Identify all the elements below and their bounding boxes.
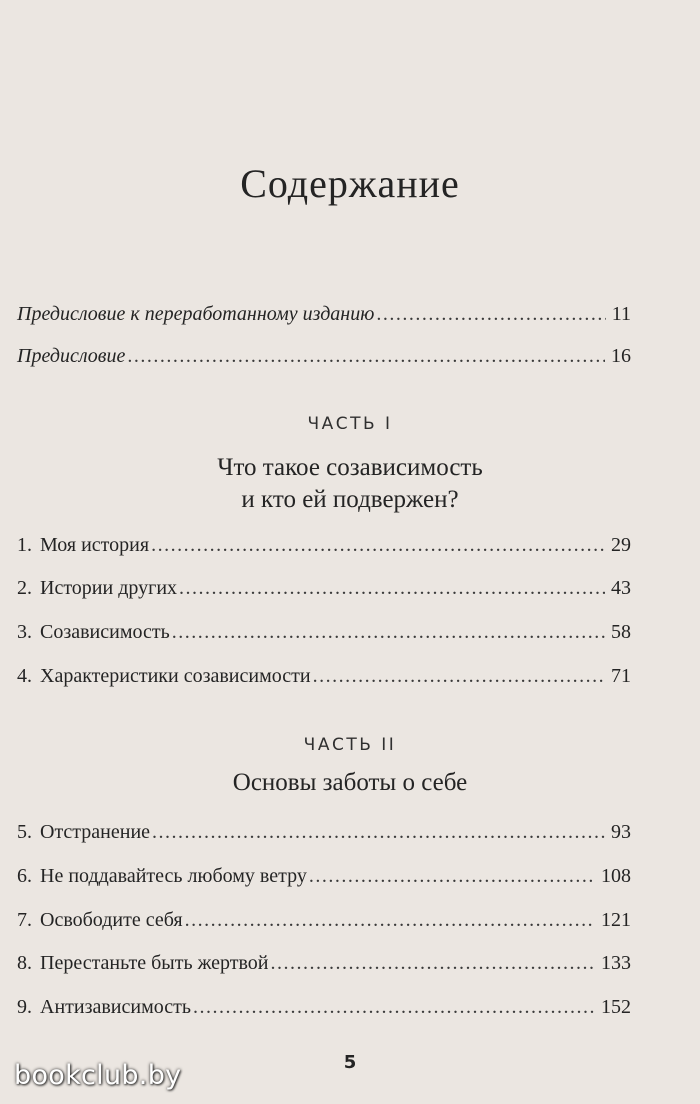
dot-leader (151, 533, 605, 557)
toc-page-number: 108 (601, 865, 631, 887)
toc-page-number: 29 (611, 534, 631, 556)
chapter-title: Моя история (40, 534, 150, 556)
toc-entry-label: Предисловие (17, 345, 126, 367)
chapter-title: Перестаньте быть жертвой (40, 952, 269, 974)
page-number: 5 (343, 1052, 357, 1073)
chapter-title: Не поддавайтесь любому ветру (40, 865, 307, 887)
dot-leader (193, 995, 595, 1019)
chapter-number: 7. (17, 909, 32, 931)
chapter-number: 8. (17, 952, 32, 974)
toc-entry-chapter (17, 620, 631, 644)
chapter-number: 4. (17, 665, 32, 687)
page-title: Содержание (240, 161, 460, 206)
toc-entry-chapter (17, 533, 631, 557)
toc-page-number: 133 (601, 952, 631, 974)
watermark-logo: bookclub.by (14, 1060, 182, 1091)
toc-entry-chapter (17, 864, 631, 888)
toc-entry-label: Предисловие к переработанному изданию (17, 303, 375, 325)
part-title (0, 452, 700, 516)
toc-entry-preface (17, 344, 631, 368)
toc-page-number: 58 (611, 621, 631, 643)
part-title-line: и кто ей подвержен? (241, 486, 459, 513)
toc-page-number: 152 (601, 996, 631, 1018)
toc-entry-chapter (17, 576, 631, 600)
dot-leader (127, 344, 605, 368)
toc-entry-chapter (17, 908, 631, 932)
dot-leader (185, 908, 595, 932)
chapter-title: Созависимость (40, 621, 170, 643)
dot-leader (271, 951, 595, 975)
toc-entry-chapter (17, 820, 631, 844)
part-label: ЧАСТЬ I (307, 414, 393, 434)
chapter-title: Освободите себя (40, 909, 183, 931)
toc-entry-preface-revised (17, 302, 631, 326)
dot-leader (309, 864, 595, 888)
chapter-number: 6. (17, 865, 32, 887)
toc-page-number: 16 (611, 345, 631, 367)
chapter-number: 3. (17, 621, 32, 643)
chapter-number: 5. (17, 821, 32, 843)
toc-page-number: 121 (601, 909, 631, 931)
chapter-number: 2. (17, 577, 32, 599)
chapter-title: Антизависимость (40, 996, 191, 1018)
chapter-number: 9. (17, 996, 32, 1018)
part-label: ЧАСТЬ II (303, 735, 397, 755)
dot-leader (376, 302, 605, 326)
chapter-title: Характеристики созависимости (40, 665, 311, 687)
toc-page-number: 43 (611, 577, 631, 599)
part-title (0, 767, 700, 799)
toc-page-number: 93 (611, 821, 631, 843)
toc-entry-chapter (17, 995, 631, 1019)
part-title-line: Что такое созависимость (217, 454, 483, 481)
toc-page-number: 71 (611, 665, 631, 687)
toc-entry-chapter (17, 664, 631, 688)
dot-leader (172, 620, 605, 644)
chapter-title: Отстранение (40, 821, 151, 843)
dot-leader (179, 576, 605, 600)
part-title-line: Основы заботы о себе (232, 769, 468, 796)
chapter-title: Истории других (40, 577, 178, 599)
dot-leader (152, 820, 605, 844)
toc-entry-chapter (17, 951, 631, 975)
dot-leader (313, 664, 605, 688)
toc-page-number: 11 (611, 303, 631, 325)
chapter-number: 1. (17, 534, 32, 556)
